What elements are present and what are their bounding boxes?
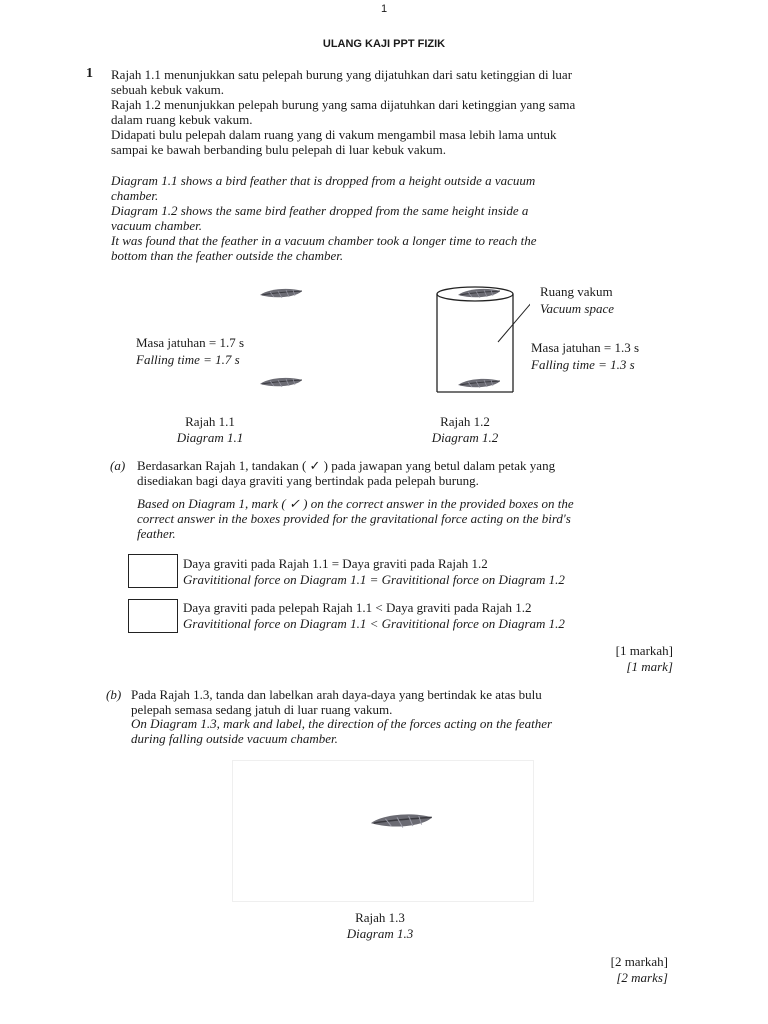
vacuum-label-english: Vacuum space [540,301,615,316]
question-intro-malay [111,67,686,157]
intro-line: vacuum chamber. [111,218,202,233]
option-equal-english: Gravititional force on Diagram 1.1 = Gravititional force on Diagram 1.2 [183,572,565,587]
intro-line: bottom than the feather outside the chamber. [111,248,344,263]
diagram2-caption-english: Diagram 1.2 [431,430,499,445]
diagram1-caption-malay: Rajah 1.1 [185,414,235,429]
part-a-marks-english: [1 mark] [626,659,673,674]
intro-line: Rajah 1.2 menunjukkan pelepah burung yang sama dijatuhkan dari ketinggian yang sama [111,97,576,112]
option-less-english: Gravititional force on Diagram 1.1 < Gravititional force on Diagram 1.2 [183,616,565,631]
feather-icon [258,377,304,391]
diagram3-caption-malay: Rajah 1.3 [355,910,405,925]
question-intro-english [111,173,686,263]
part-a-marks-malay: [1 markah] [615,643,673,658]
question-number: 1 [86,66,93,81]
diagram2-caption-malay: Rajah 1.2 [440,414,490,429]
diagram2-time-malay: Masa jatuhan = 1.3 s [531,340,640,355]
intro-line: dalam ruang kebuk vakum. [111,112,253,127]
page-title: ULANG KAJI PPT FIZIK [322,38,446,50]
option-equal-malay: Daya graviti pada Rajah 1.1 = Daya graviti pada Rajah 1.2 [183,556,488,571]
intro-line: Diagram 1.2 shows the same bird feather dropped from the same height inside a [111,203,529,218]
diagram3-caption-english: Diagram 1.3 [346,926,414,941]
option-less-malay: Daya graviti pada pelepah Rajah 1.1 < Daya graviti pada Rajah 1.2 [183,600,532,615]
part-a-line: disediakan bagi daya graviti yang bertindak pada pelepah burung. [137,473,479,488]
part-b-line: during falling outside vacuum chamber. [131,731,338,746]
answer-checkbox-less[interactable] [128,599,178,633]
part-b-english [131,716,651,746]
intro-line: Diagram 1.1 shows a bird feather that is dropped from a height outside a vacuum [111,173,536,188]
intro-line: Rajah 1.1 menunjukkan satu pelepah burung yang dijatuhkan dari satu ketinggian di luar [111,67,573,82]
part-b-line: Pada Rajah 1.3, tanda dan labelkan arah daya-daya yang bertindak ke atas bulu [131,687,542,702]
feather-icon [258,288,304,302]
part-a-line: Based on Diagram 1, mark ( ✓ ) on the correct answer in the provided boxes on the [137,496,574,511]
feather-icon [456,378,502,392]
part-a-english [137,496,677,541]
intro-line: sebuah kebuk vakum. [111,82,225,97]
intro-line: Didapati bulu pelepah dalam ruang yang di vakum mengambil masa lebih lama untuk [111,127,557,142]
part-b-marks-english: [2 marks] [616,970,668,985]
answer-checkbox-equal[interactable] [128,554,178,588]
diagram1-time-english: Falling time = 1.7 s [136,352,240,367]
diagram2-time-english: Falling time = 1.3 s [531,357,635,372]
part-b-letter: (b) [106,687,122,702]
part-b-marks-malay: [2 markah] [610,954,668,969]
feather-icon [456,288,502,302]
page-number: 1 [380,3,388,15]
diagram1-caption-english: Diagram 1.1 [176,430,244,445]
feather-icon [368,813,434,833]
intro-line: It was found that the feather in a vacuum chamber took a longer time to reach the [111,233,537,248]
part-b-malay [131,687,651,717]
part-a-line: feather. [137,526,176,541]
part-a-line: Berdasarkan Rajah 1, tandakan ( ✓ ) pada jawapan yang betul dalam petak yang [137,458,556,473]
diagram1-time-malay: Masa jatuhan = 1.7 s [136,335,245,350]
part-a-line: correct answer in the boxes provided for the gravitational force acting on the bird's [137,511,571,526]
part-a-malay [137,458,677,488]
part-b-line: pelepah semasa sedang jatuh di luar ruang vakum. [131,702,393,717]
vacuum-label-malay: Ruang vakum [540,284,613,299]
intro-line: chamber. [111,188,159,203]
intro-line: sampai ke bawah berbanding bulu pelepah di luar kebuk vakum. [111,142,447,157]
part-a-letter: (a) [110,458,126,473]
part-b-line: On Diagram 1.3, mark and label, the direction of the forces acting on the feather [131,716,553,731]
